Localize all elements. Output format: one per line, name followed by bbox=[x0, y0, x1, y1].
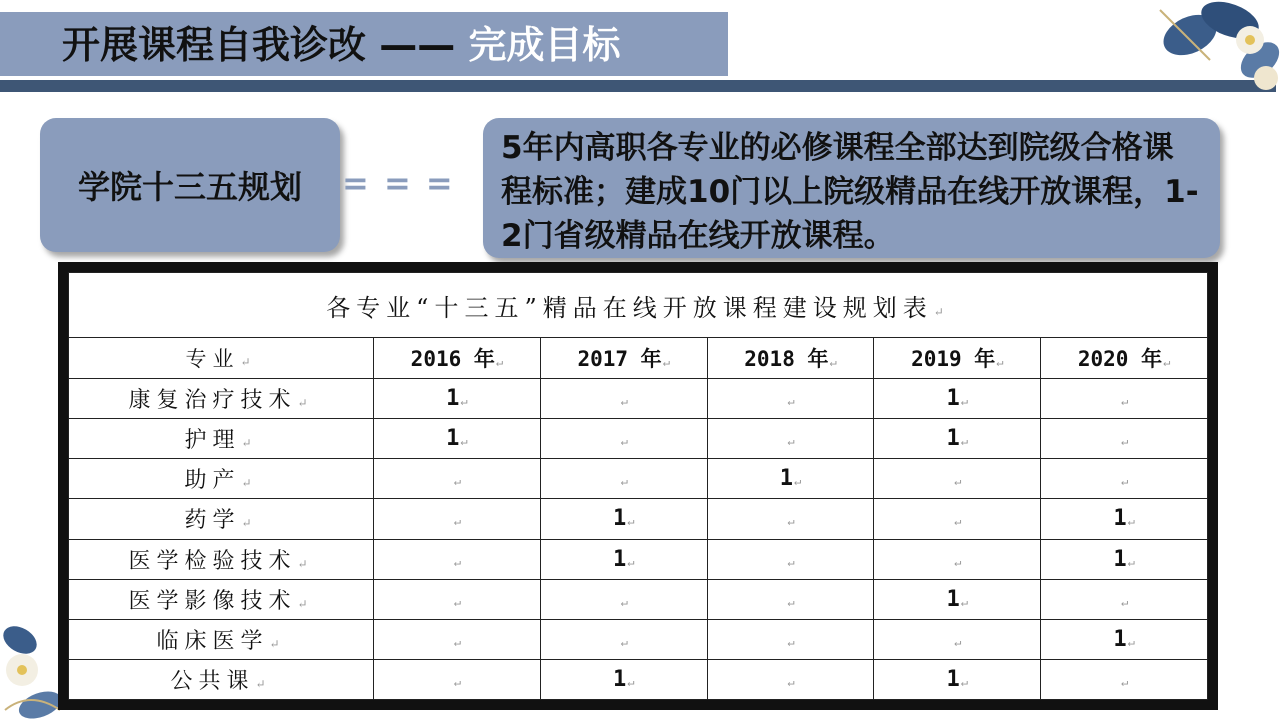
major-name: 护理 bbox=[184, 428, 241, 454]
title-sub: 完成目标 bbox=[468, 23, 621, 67]
course-count-cell: ↵ bbox=[707, 619, 874, 659]
goal-box bbox=[483, 118, 1220, 258]
goal-text: 5年内高职各专业的必修课程全部达到院级合格课程标准；建成10门以上院级精品在线开放课程，1-2门省级精品在线开放课程。 bbox=[501, 130, 1199, 254]
major-name: 医学影像技术 bbox=[128, 588, 297, 614]
course-count-cell: 1↵ bbox=[874, 579, 1041, 619]
course-count: 1 bbox=[612, 666, 627, 692]
table-row bbox=[69, 459, 1208, 499]
course-count-cell: ↵ bbox=[707, 539, 874, 579]
plan-label: 学院十三五规划 bbox=[77, 168, 302, 206]
major-cell: 药学↵ bbox=[69, 499, 374, 539]
title-dash: —— bbox=[379, 23, 456, 67]
course-count-cell: 1↵ bbox=[1041, 619, 1208, 659]
header-2018: 2018 年↵ bbox=[707, 338, 874, 379]
major-name: 公共课 bbox=[170, 668, 255, 694]
course-count: 1 bbox=[446, 426, 460, 452]
course-count-cell: ↵ bbox=[874, 459, 1041, 499]
major-cell: 护理↵ bbox=[69, 419, 374, 459]
course-count-cell: ↵ bbox=[1041, 419, 1208, 459]
header-2017-text: 2017 年 bbox=[577, 347, 662, 371]
course-count: 1 bbox=[946, 426, 960, 452]
course-count-cell: ↵ bbox=[1041, 579, 1208, 619]
course-count: 1 bbox=[946, 586, 960, 612]
course-count-cell: 1↵ bbox=[874, 379, 1041, 419]
course-count-cell: ↵ bbox=[874, 619, 1041, 659]
course-count-cell: 1↵ bbox=[374, 379, 541, 419]
course-count-cell: ↵ bbox=[374, 619, 541, 659]
header-major-text: 专业 bbox=[185, 347, 240, 371]
course-count-cell: ↵ bbox=[707, 419, 874, 459]
table-caption: 各专业“十三五”精品在线开放课程建设规划表↵ bbox=[69, 273, 1208, 338]
course-count-cell: ↵ bbox=[540, 579, 707, 619]
header-2020-text: 2020 年 bbox=[1077, 347, 1163, 371]
course-count: 1 bbox=[612, 506, 627, 532]
major-cell: 助产↵ bbox=[69, 459, 374, 499]
course-count-cell: 1↵ bbox=[540, 499, 707, 539]
course-count-cell: ↵ bbox=[707, 499, 874, 539]
course-count-cell: ↵ bbox=[1041, 379, 1208, 419]
table-row bbox=[69, 659, 1208, 699]
table-caption-text: 各专业“十三五”精品在线开放课程建设规划表 bbox=[326, 293, 933, 322]
course-count-cell: ↵ bbox=[374, 539, 541, 579]
table-row bbox=[69, 579, 1208, 619]
plan-table bbox=[68, 272, 1208, 700]
course-count-cell: 1↵ bbox=[1041, 499, 1208, 539]
course-count: 1 bbox=[1113, 626, 1127, 652]
major-name: 康复治疗技术 bbox=[128, 388, 297, 414]
major-cell: 公共课↵ bbox=[69, 659, 374, 699]
header-2020: 2020 年↵ bbox=[1041, 338, 1208, 379]
course-count: 1 bbox=[446, 386, 460, 412]
header-major: 专业↵ bbox=[69, 338, 374, 379]
title-rule bbox=[0, 80, 1276, 92]
course-count: 1 bbox=[946, 666, 960, 692]
course-count-cell: 1↵ bbox=[874, 659, 1041, 699]
major-name: 助产 bbox=[184, 468, 241, 494]
course-count-cell: ↵ bbox=[707, 379, 874, 419]
title-main: 开展课程自我诊改 bbox=[62, 23, 367, 67]
major-cell: 医学检验技术↵ bbox=[69, 539, 374, 579]
course-count-cell: ↵ bbox=[374, 579, 541, 619]
major-name: 医学检验技术 bbox=[128, 548, 297, 574]
course-count-cell: ↵ bbox=[1041, 459, 1208, 499]
connector-dashes: = = = bbox=[342, 164, 455, 202]
header-2019: 2019 年↵ bbox=[874, 338, 1041, 379]
course-count-cell: ↵ bbox=[1041, 659, 1208, 699]
header-2018-text: 2018 年 bbox=[744, 347, 829, 371]
header-2019-text: 2019 年 bbox=[911, 347, 996, 371]
header-2016-text: 2016 年 bbox=[410, 347, 495, 371]
course-count-cell: 1↵ bbox=[374, 419, 541, 459]
course-count-cell: ↵ bbox=[374, 459, 541, 499]
course-count-cell: 1↵ bbox=[707, 459, 874, 499]
table-frame bbox=[58, 262, 1218, 710]
course-count: 1 bbox=[612, 546, 627, 572]
plan-box bbox=[40, 118, 340, 252]
table-caption-row bbox=[69, 273, 1208, 338]
major-name: 药学 bbox=[184, 508, 241, 534]
course-count: 1 bbox=[1113, 506, 1127, 532]
header-2017: 2017 年↵ bbox=[540, 338, 707, 379]
course-count-cell: ↵ bbox=[874, 539, 1041, 579]
flower-decoration-icon bbox=[1120, 0, 1280, 100]
course-count-cell: ↵ bbox=[707, 659, 874, 699]
course-count-cell: ↵ bbox=[540, 419, 707, 459]
header-2016: 2016 年↵ bbox=[374, 338, 541, 379]
course-count-cell: ↵ bbox=[540, 619, 707, 659]
course-count-cell: 1↵ bbox=[540, 659, 707, 699]
table-row bbox=[69, 499, 1208, 539]
major-name: 临床医学 bbox=[156, 628, 269, 654]
table-row bbox=[69, 419, 1208, 459]
table-row bbox=[69, 619, 1208, 659]
course-count-cell: ↵ bbox=[874, 499, 1041, 539]
course-count-cell: ↵ bbox=[540, 379, 707, 419]
slide-title bbox=[62, 20, 621, 70]
course-count-cell: ↵ bbox=[540, 459, 707, 499]
course-count-cell: 1↵ bbox=[874, 419, 1041, 459]
course-count: 1 bbox=[946, 386, 960, 412]
major-cell: 临床医学↵ bbox=[69, 619, 374, 659]
course-count-cell: ↵ bbox=[707, 579, 874, 619]
course-count-cell: ↵ bbox=[374, 499, 541, 539]
major-cell: 医学影像技术↵ bbox=[69, 579, 374, 619]
course-count: 1 bbox=[1113, 546, 1127, 572]
course-count: 1 bbox=[779, 466, 793, 492]
course-count-cell: ↵ bbox=[374, 659, 541, 699]
course-count-cell: 1↵ bbox=[540, 539, 707, 579]
table-row bbox=[69, 379, 1208, 419]
table-header-row bbox=[69, 338, 1208, 379]
table-row bbox=[69, 539, 1208, 579]
major-cell: 康复治疗技术↵ bbox=[69, 379, 374, 419]
course-count-cell: 1↵ bbox=[1041, 539, 1208, 579]
